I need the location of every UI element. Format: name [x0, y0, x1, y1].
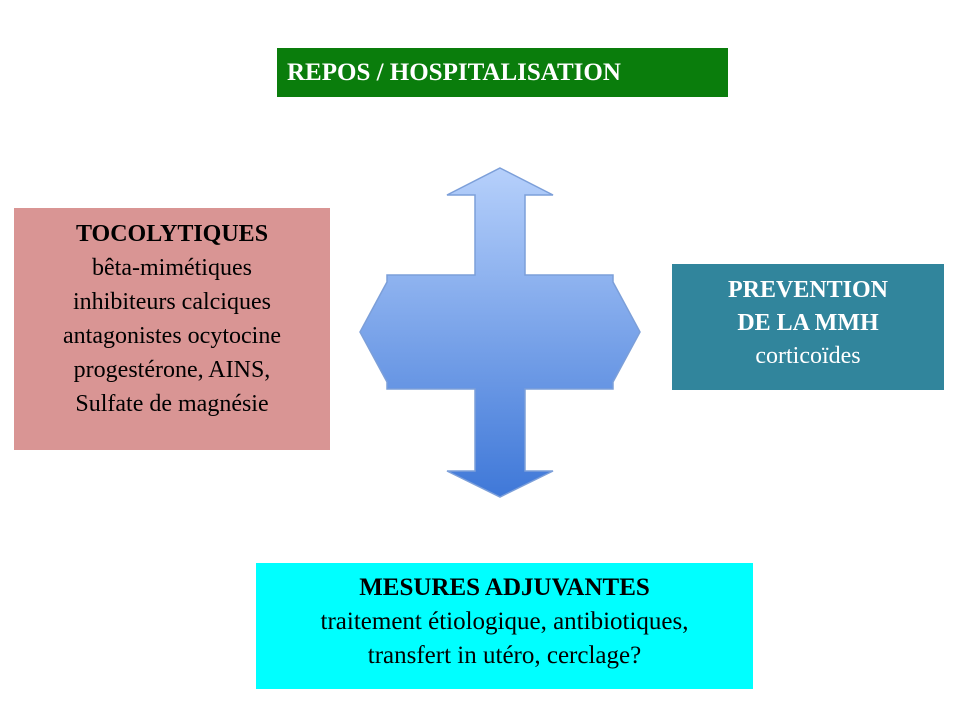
prevention-title-line2: DE LA MMH: [737, 310, 879, 336]
prevention-detail: corticoïdes: [755, 343, 861, 369]
tocolytiques-title: TOCOLYTIQUES: [75, 221, 269, 247]
prevention-title-line1: PREVENTION: [727, 277, 889, 303]
mesures-line2: transfert in utéro, cerclage?: [367, 642, 642, 669]
tocolytiques-item: Sulfate de magnésie: [75, 391, 269, 417]
tocolytiques-item: antagonistes ocytocine: [63, 323, 281, 349]
tocolytiques-box: [14, 208, 330, 450]
quad-arrow-icon: [355, 165, 645, 500]
prevention-mmh-box: [672, 264, 944, 390]
tocolytiques-item: bêta-mimétiques: [92, 255, 252, 281]
quad-arrow-shape: [360, 168, 640, 497]
mesures-line1: traitement étiologique, antibiotiques,: [320, 608, 689, 635]
repos-title: REPOS / HOSPITALISATION: [287, 59, 621, 86]
mesures-adjuvantes-box: [256, 563, 753, 689]
mesures-title: MESURES ADJUVANTES: [359, 574, 650, 601]
tocolytiques-item: progestérone, AINS,: [73, 357, 271, 383]
repos-hospitalisation-box: [277, 48, 728, 97]
tocolytiques-item: inhibiteurs calciques: [73, 289, 271, 315]
